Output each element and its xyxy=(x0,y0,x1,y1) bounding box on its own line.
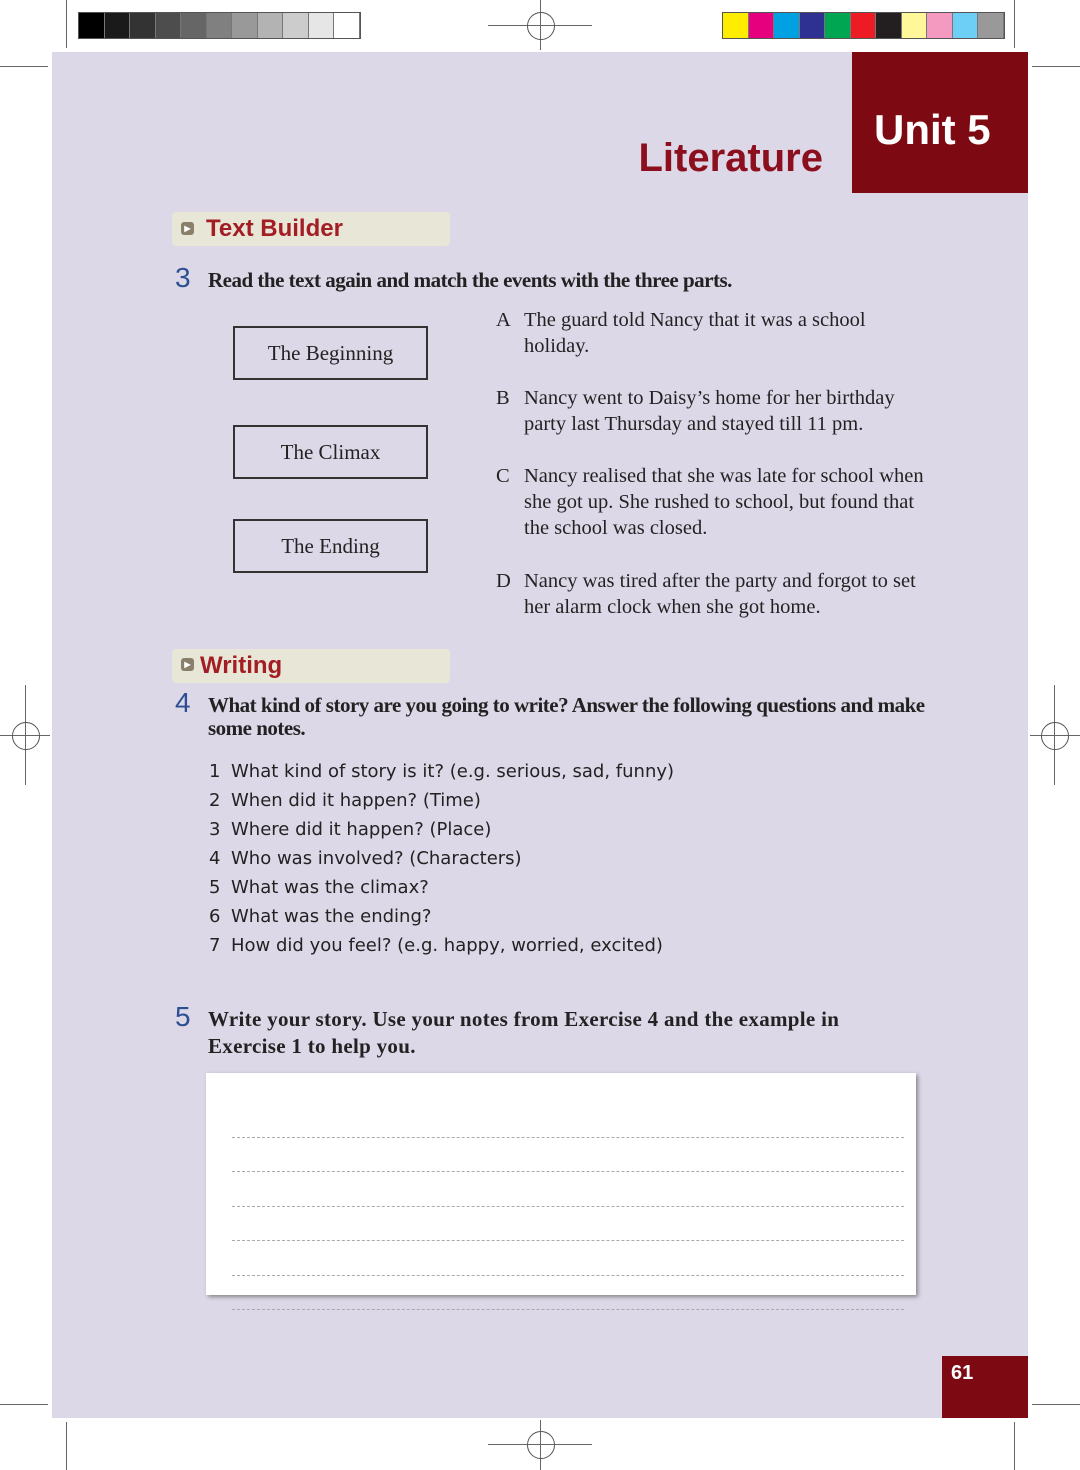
question-text: Where did it happen? (Place) xyxy=(231,819,492,840)
question-number: 4 xyxy=(209,848,221,869)
crop-mark xyxy=(1014,0,1015,48)
question-item xyxy=(209,877,429,898)
crop-mark xyxy=(1032,1404,1080,1405)
exercise-number: 3 xyxy=(175,262,191,293)
option-c xyxy=(496,463,926,541)
question-item xyxy=(209,790,481,811)
option-b xyxy=(496,385,926,437)
color-swatch xyxy=(876,13,902,38)
question-number: 6 xyxy=(209,906,221,927)
question-item xyxy=(209,761,674,782)
color-swatch xyxy=(181,13,207,38)
question-text: What was the ending? xyxy=(231,906,432,927)
color-swatch xyxy=(130,13,156,38)
question-item xyxy=(209,935,663,956)
question-number: 7 xyxy=(209,935,221,956)
section-heading-writing xyxy=(172,649,450,683)
question-text: How did you feel? (e.g. happy, worried, excited) xyxy=(231,935,663,956)
option-text: Nancy was tired after the party and forgot to set her alarm clock when she got home. xyxy=(524,570,916,618)
question-number: 2 xyxy=(209,790,221,811)
question-item xyxy=(209,906,431,927)
question-item xyxy=(209,848,522,869)
color-swatch xyxy=(309,13,335,38)
crop-mark xyxy=(66,1422,67,1470)
play-bullet-icon: ▶ xyxy=(181,222,194,235)
color-swatch xyxy=(927,13,953,38)
exercise-instruction: Write your story. Use your notes from Exercise 4 and the example in Exercise 1 to help you. xyxy=(208,1007,840,1058)
page-number: 61 xyxy=(942,1356,1028,1418)
play-bullet-icon: ▶ xyxy=(181,658,194,671)
part-box-climax: The Climax xyxy=(233,425,428,479)
question-number: 1 xyxy=(209,761,221,782)
color-swatch xyxy=(978,13,1004,38)
section-heading-text-builder xyxy=(172,212,450,246)
color-swatch xyxy=(105,13,131,38)
section-heading-label: Text Builder xyxy=(206,215,343,242)
crop-mark xyxy=(1014,1422,1015,1470)
registration-mark xyxy=(527,1431,555,1459)
crop-mark xyxy=(66,0,67,48)
color-swatch xyxy=(156,13,182,38)
page-title: Literature xyxy=(638,136,823,180)
question-item xyxy=(209,819,491,840)
color-swatch xyxy=(851,13,877,38)
part-box-beginning: The Beginning xyxy=(233,326,428,380)
color-swatch xyxy=(232,13,258,38)
option-text: Nancy went to Daisy’s home for her birthday party last Thursday and stayed till 11 pm. xyxy=(524,387,895,435)
exercise-instruction: Read the text again and match the events with the three parts. xyxy=(208,268,732,292)
option-text: Nancy realised that she was late for school when she got up. She rushed to school, but found that the school was closed. xyxy=(524,465,924,539)
color-swatch xyxy=(825,13,851,38)
question-text: Who was involved? (Characters) xyxy=(231,848,522,869)
color-swatch xyxy=(902,13,928,38)
section-heading-label: Writing xyxy=(200,652,283,679)
crop-mark xyxy=(0,66,48,67)
writing-area[interactable] xyxy=(206,1073,916,1295)
color-swatch xyxy=(953,13,979,38)
exercise-instruction: What kind of story are you going to write? Answer the following questions and make some notes. xyxy=(208,693,925,740)
question-number: 3 xyxy=(209,819,221,840)
part-box-ending: The Ending xyxy=(233,519,428,573)
color-swatch xyxy=(334,13,360,38)
question-number: 5 xyxy=(209,877,221,898)
color-swatch xyxy=(283,13,309,38)
color-swatch xyxy=(79,13,105,38)
color-swatch xyxy=(749,13,775,38)
color-swatch xyxy=(258,13,284,38)
color-swatch xyxy=(800,13,826,38)
grayscale-color-bar xyxy=(78,12,361,39)
exercise-number: 5 xyxy=(175,1001,191,1032)
exercise-number: 4 xyxy=(175,687,191,718)
question-text: What kind of story is it? (e.g. serious, sad, funny) xyxy=(231,761,675,782)
registration-mark xyxy=(527,12,555,40)
color-swatch xyxy=(723,13,749,38)
option-letter: C xyxy=(496,465,510,487)
process-color-bar xyxy=(722,12,1005,39)
option-text: The guard told Nancy that it was a school holiday. xyxy=(524,309,866,357)
option-letter: D xyxy=(496,570,511,592)
question-text: When did it happen? (Time) xyxy=(231,790,481,811)
color-swatch xyxy=(774,13,800,38)
registration-mark xyxy=(1041,722,1069,750)
option-letter: B xyxy=(496,387,510,409)
unit-label: Unit 5 xyxy=(852,52,1028,193)
question-text: What was the climax? xyxy=(231,877,429,898)
registration-mark xyxy=(12,722,40,750)
option-d xyxy=(496,568,926,620)
option-a xyxy=(496,307,926,359)
color-swatch xyxy=(207,13,233,38)
crop-mark xyxy=(0,1404,48,1405)
crop-mark xyxy=(1032,66,1080,67)
option-letter: A xyxy=(496,309,511,331)
